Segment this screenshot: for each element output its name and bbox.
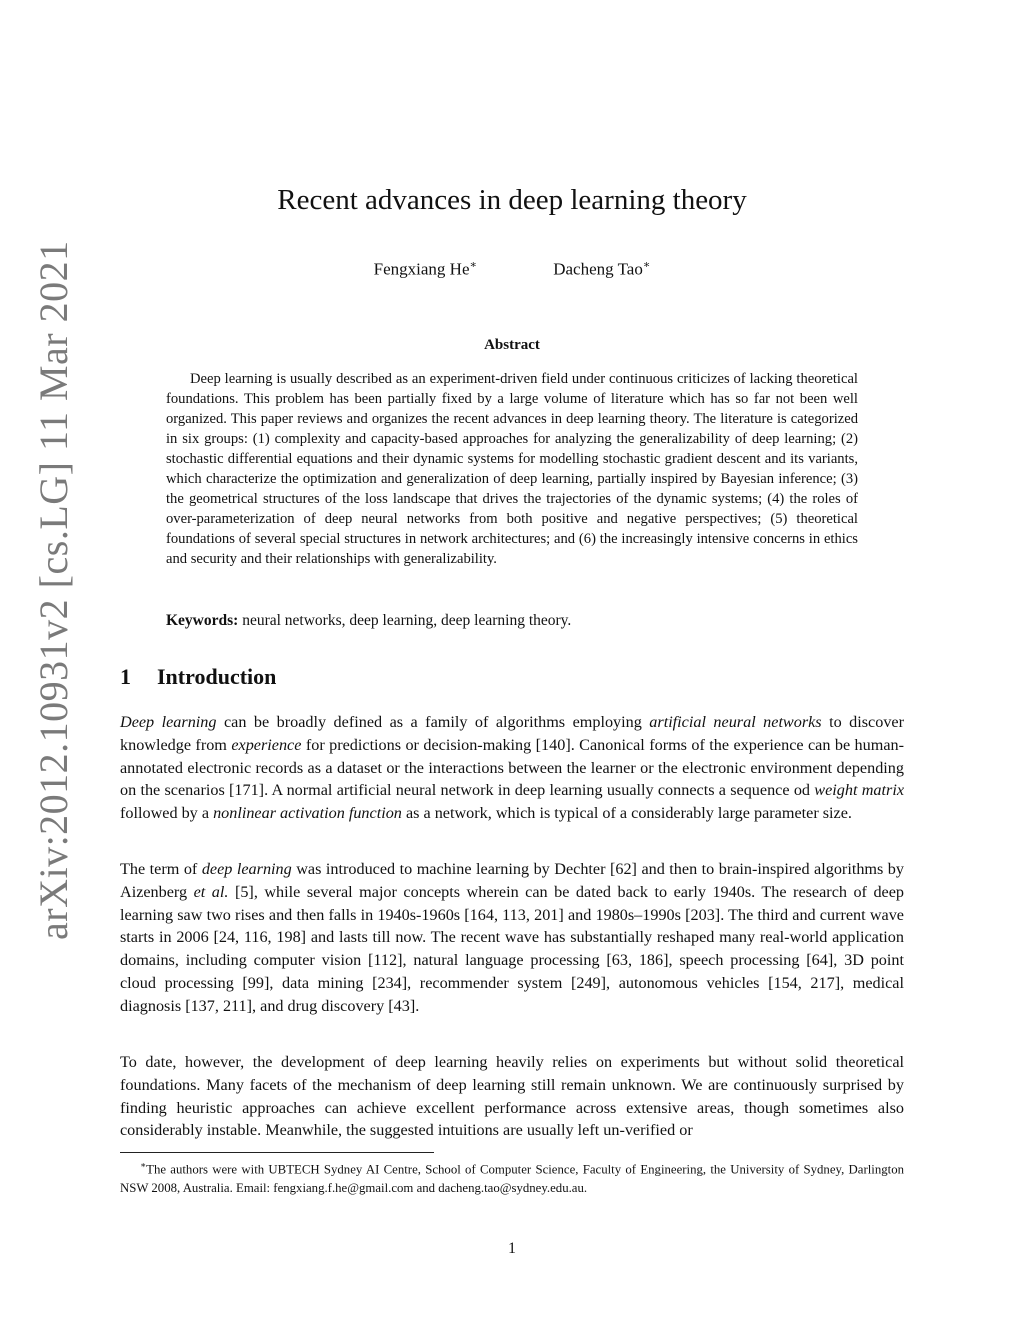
footnote-mark: ∗ [140,1160,147,1170]
section-number: 1 [120,664,131,689]
emphasis-text: et al. [193,882,229,901]
body-text: The term of [120,860,202,878]
body-text: to discover knowledge from [120,713,904,754]
author-name [553,258,650,280]
emphasis-text: weight matrix [814,781,904,800]
keywords-text: neural networks, deep learning, deep learning theory. [242,612,572,629]
author-footnote-mark: ∗ [642,259,651,271]
body-text: for predictions or decision-making [140]. Canonical forms of the experience can be human-annotated electronic records as a dataset or the interactions between the learner or the electronic environment depending on the scenarios [171]. A normal artificial neural network in deep learning usually connects a sequence od [120,735,904,800]
keywords [166,612,858,630]
intro-paragraph-3: To date, however, the development of deep learning heavily relies on experiments but without solid theoretical foundations. Many facets of the mechanism of deep learning still remain unknown. We are continuously surprised by finding heuristic approaches can achieve excellent performance across extensive areas, though sometimes also considerably instable. Meanwhile, the suggested intuitions are usually left un-verified or [120,1053,904,1140]
body-text: followed by a [120,804,214,823]
emphasis-text: artificial neural networks [649,713,822,731]
keywords-label: Keywords: [166,612,239,629]
arxiv-identifier-stamp: arXiv:2012.10931v2 [cs.LG] 11 Mar 2021 [31,240,76,940]
author-name-text: Fengxiang He [373,259,470,279]
section-heading-introduction [120,664,276,690]
body-text: can be broadly defined as a family of algorithms employing [216,713,650,731]
intro-paragraph-1 [120,711,904,825]
author-name [374,258,477,280]
abstract-body: Deep learning is usually described as an experiment-driven field under continuous criticizes of lacking theoretical foundations. This problem has been partially fixed by a large volume of literature which has so far not been well organized. This paper reviews and organizes the recent advances in deep learning theory. The literature is categorized in six groups: (1) complexity and capacity-based approaches for analyzing the generalizability of deep learning; (2) stochastic differential equations and their dynamic systems for modelling stochastic gradient descent and its variants, which characterize the optimization and generalization of deep learning, partially inspired by Bayesian inference; (3) the geometrical structures of the loss landscape that drives the trajectories of the dynamic systems; (4) the roles of over-parameterization of deep neural networks from both positive and negative perspectives; (5) theoretical foundations of several special structures in network architectures; and (6) the increasingly intensive concerns in ethics and security and their relationships with generalizability. [166,371,858,567]
emphasis-text: experience [231,735,302,754]
abstract-heading: Abstract [484,337,540,353]
emphasis-text: deep learning [201,860,292,878]
body-text: was introduced to machine learning by Dechter [62] and then to brain-inspired algorithms by Aizenberg [120,860,904,901]
author-list [0,258,1024,280]
section-title: Introduction [157,664,277,689]
emphasis-text: Deep learning [120,713,217,731]
body-text: [5], while several major concepts wherein can be dated back to early 1940s. The research of deep learning saw two rises and then falls in 1940s-1960s [164, 113, 201] and 1980s–1990s [203]. The third and current wave starts in 2006 [24, 116, 198] and lasts till now. The recent wave has substantially reshaped many real-world application domains, including computer vision [112], natural language processing [63, 186], speech processing [64], 3D point cloud processing [99], data mining [234], recommender system [249], autonomous vehicles [154, 217], medical diagnosis [137, 211], and drug discovery [43]. [120,882,905,1015]
footnote [120,1156,904,1198]
emphasis-text: nonlinear activation function [213,804,402,823]
author-name-text: Dacheng Tao [553,259,643,279]
page-number: 1 [508,1240,516,1257]
body-text: as a network, which is typical of a considerably large parameter size. [401,804,852,823]
intro-paragraph-2 [120,858,904,1018]
paper-title: Recent advances in deep learning theory [277,184,747,216]
author-footnote-mark: ∗ [469,259,477,271]
footnote-divider [120,1152,434,1153]
footnote-text: The authors were with UBTECH Sydney AI Centre, School of Computer Science, Faculty of Engineering, the University of Sydney, Darlington NSW 2008, Australia. Email: fengxiang.f.he@gmail.com and dacheng.tao@sydney.edu.au. [120,1162,904,1196]
